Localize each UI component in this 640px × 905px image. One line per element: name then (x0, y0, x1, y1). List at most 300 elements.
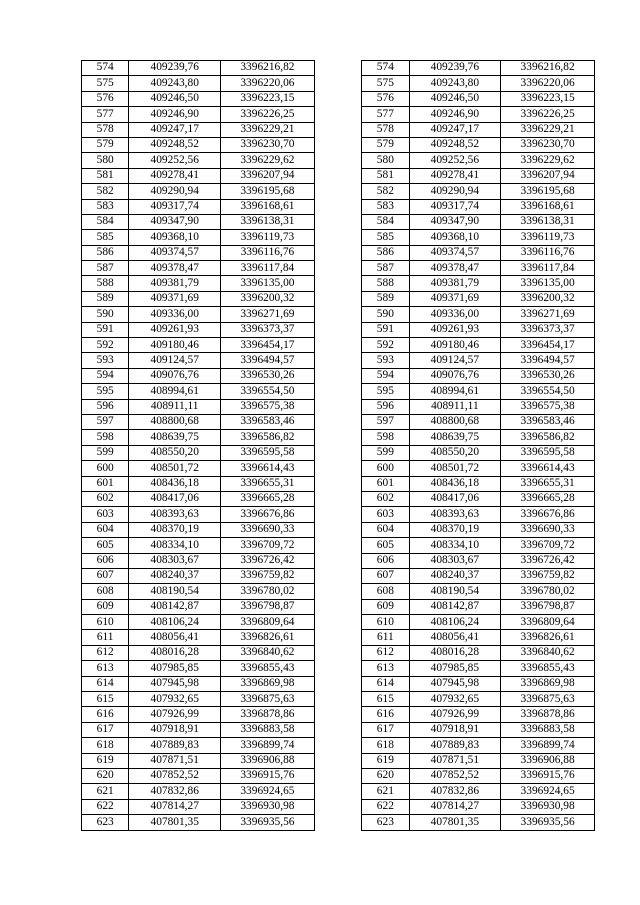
column-gap (314, 430, 361, 445)
right-y-coordinate-cell: 3396935,56 (501, 815, 595, 830)
right-y-coordinate-cell: 3396229,21 (501, 122, 595, 137)
left-x-coordinate-cell: 407801,35 (129, 815, 221, 830)
left-x-coordinate-cell: 407932,65 (129, 692, 221, 707)
right-y-coordinate-cell: 3396924,65 (501, 784, 595, 799)
left-point-number-cell: 577 (82, 107, 129, 122)
column-gap (314, 245, 361, 260)
table-row (82, 738, 595, 753)
table-row (82, 76, 595, 91)
left-point-number-cell: 609 (82, 599, 129, 614)
right-x-coordinate-cell: 408016,28 (409, 645, 501, 660)
right-x-coordinate-cell: 408393,63 (409, 507, 501, 522)
left-x-coordinate-cell: 407926,99 (129, 707, 221, 722)
table-row (82, 476, 595, 491)
left-point-number-cell: 590 (82, 307, 129, 322)
left-y-coordinate-cell: 3396840,62 (221, 645, 315, 660)
left-y-coordinate-cell: 3396135,00 (221, 276, 315, 291)
left-point-number-cell: 582 (82, 184, 129, 199)
right-point-number-cell: 601 (362, 476, 409, 491)
left-y-coordinate-cell: 3396780,02 (221, 584, 315, 599)
left-x-coordinate-cell: 408370,19 (129, 522, 221, 537)
right-point-number-cell: 579 (362, 137, 409, 152)
column-gap (314, 645, 361, 660)
left-point-number-cell: 594 (82, 368, 129, 383)
table-row (82, 245, 595, 260)
right-point-number-cell: 585 (362, 230, 409, 245)
left-y-coordinate-cell: 3396915,76 (221, 768, 315, 783)
right-y-coordinate-cell: 3396195,68 (501, 184, 595, 199)
left-point-number-cell: 580 (82, 153, 129, 168)
right-y-coordinate-cell: 3396595,58 (501, 445, 595, 460)
left-y-coordinate-cell: 3396207,94 (221, 168, 315, 183)
left-y-coordinate-cell: 3396138,31 (221, 214, 315, 229)
left-x-coordinate-cell: 409368,10 (129, 230, 221, 245)
right-point-number-cell: 588 (362, 276, 409, 291)
left-y-coordinate-cell: 3396759,82 (221, 568, 315, 583)
left-y-coordinate-cell: 3396726,42 (221, 553, 315, 568)
right-x-coordinate-cell: 409239,76 (409, 61, 501, 76)
right-x-coordinate-cell: 408106,24 (409, 615, 501, 630)
left-y-coordinate-cell: 3396116,76 (221, 245, 315, 260)
column-gap (314, 692, 361, 707)
left-y-coordinate-cell: 3396899,74 (221, 738, 315, 753)
table-row (82, 214, 595, 229)
right-point-number-cell: 620 (362, 768, 409, 783)
left-point-number-cell: 611 (82, 630, 129, 645)
right-point-number-cell: 592 (362, 338, 409, 353)
left-y-coordinate-cell: 3396878,86 (221, 707, 315, 722)
left-point-number-cell: 610 (82, 615, 129, 630)
left-y-coordinate-cell: 3396216,82 (221, 61, 315, 76)
right-x-coordinate-cell: 408370,19 (409, 522, 501, 537)
left-y-coordinate-cell: 3396494,57 (221, 353, 315, 368)
column-gap (314, 368, 361, 383)
right-x-coordinate-cell: 409381,79 (409, 276, 501, 291)
left-x-coordinate-cell: 409261,93 (129, 322, 221, 337)
right-x-coordinate-cell: 407945,98 (409, 676, 501, 691)
left-point-number-cell: 596 (82, 399, 129, 414)
right-y-coordinate-cell: 3396216,82 (501, 61, 595, 76)
right-x-coordinate-cell: 407985,85 (409, 661, 501, 676)
table-row (82, 322, 595, 337)
column-gap (314, 168, 361, 183)
right-point-number-cell: 617 (362, 722, 409, 737)
right-point-number-cell: 578 (362, 122, 409, 137)
right-point-number-cell: 580 (362, 153, 409, 168)
right-point-number-cell: 574 (362, 61, 409, 76)
left-y-coordinate-cell: 3396676,86 (221, 507, 315, 522)
right-x-coordinate-cell: 409252,56 (409, 153, 501, 168)
table-row (82, 168, 595, 183)
right-point-number-cell: 581 (362, 168, 409, 183)
left-point-number-cell: 586 (82, 245, 129, 260)
right-point-number-cell: 597 (362, 414, 409, 429)
right-x-coordinate-cell: 407918,91 (409, 722, 501, 737)
left-x-coordinate-cell: 409247,17 (129, 122, 221, 137)
table-row (82, 507, 595, 522)
column-gap (314, 661, 361, 676)
table-row (82, 630, 595, 645)
left-x-coordinate-cell: 409347,90 (129, 214, 221, 229)
right-x-coordinate-cell: 407889,83 (409, 738, 501, 753)
right-x-coordinate-cell: 408056,41 (409, 630, 501, 645)
left-x-coordinate-cell: 408501,72 (129, 461, 221, 476)
left-x-coordinate-cell: 409378,47 (129, 261, 221, 276)
right-point-number-cell: 609 (362, 599, 409, 614)
column-gap (314, 676, 361, 691)
right-x-coordinate-cell: 409368,10 (409, 230, 501, 245)
left-y-coordinate-cell: 3396875,63 (221, 692, 315, 707)
right-y-coordinate-cell: 3396229,62 (501, 153, 595, 168)
table-row (82, 353, 595, 368)
left-x-coordinate-cell: 409371,69 (129, 291, 221, 306)
right-y-coordinate-cell: 3396230,70 (501, 137, 595, 152)
right-y-coordinate-cell: 3396899,74 (501, 738, 595, 753)
left-point-number-cell: 583 (82, 199, 129, 214)
column-gap (314, 461, 361, 476)
table-row (82, 615, 595, 630)
right-x-coordinate-cell: 409347,90 (409, 214, 501, 229)
table-row (82, 291, 595, 306)
left-y-coordinate-cell: 3396220,06 (221, 76, 315, 91)
right-point-number-cell: 576 (362, 91, 409, 106)
column-gap (314, 107, 361, 122)
column-gap (314, 261, 361, 276)
left-y-coordinate-cell: 3396530,26 (221, 368, 315, 383)
left-point-number-cell: 617 (82, 722, 129, 737)
table-row (82, 399, 595, 414)
left-y-coordinate-cell: 3396924,65 (221, 784, 315, 799)
left-x-coordinate-cell: 408303,67 (129, 553, 221, 568)
right-x-coordinate-cell: 408142,87 (409, 599, 501, 614)
right-point-number-cell: 612 (362, 645, 409, 660)
right-y-coordinate-cell: 3396676,86 (501, 507, 595, 522)
right-x-coordinate-cell: 408994,61 (409, 384, 501, 399)
right-y-coordinate-cell: 3396135,00 (501, 276, 595, 291)
right-point-number-cell: 613 (362, 661, 409, 676)
right-point-number-cell: 593 (362, 353, 409, 368)
right-x-coordinate-cell: 408800,68 (409, 414, 501, 429)
right-point-number-cell: 623 (362, 815, 409, 830)
column-gap (314, 615, 361, 630)
column-gap (314, 768, 361, 783)
right-point-number-cell: 610 (362, 615, 409, 630)
table-row (82, 799, 595, 814)
left-point-number-cell: 587 (82, 261, 129, 276)
right-y-coordinate-cell: 3396494,57 (501, 353, 595, 368)
column-gap (314, 599, 361, 614)
right-y-coordinate-cell: 3396875,63 (501, 692, 595, 707)
table-row (82, 553, 595, 568)
right-y-coordinate-cell: 3396554,50 (501, 384, 595, 399)
column-gap (314, 276, 361, 291)
left-point-number-cell: 597 (82, 414, 129, 429)
right-y-coordinate-cell: 3396798,87 (501, 599, 595, 614)
right-point-number-cell: 615 (362, 692, 409, 707)
table-row (82, 445, 595, 460)
right-point-number-cell: 614 (362, 676, 409, 691)
left-point-number-cell: 593 (82, 353, 129, 368)
right-x-coordinate-cell: 408436,18 (409, 476, 501, 491)
table-row (82, 430, 595, 445)
right-x-coordinate-cell: 409378,47 (409, 261, 501, 276)
right-point-number-cell: 607 (362, 568, 409, 583)
left-y-coordinate-cell: 3396575,38 (221, 399, 315, 414)
left-point-number-cell: 599 (82, 445, 129, 460)
right-point-number-cell: 583 (362, 199, 409, 214)
right-y-coordinate-cell: 3396454,17 (501, 338, 595, 353)
left-point-number-cell: 588 (82, 276, 129, 291)
left-x-coordinate-cell: 408417,06 (129, 491, 221, 506)
left-point-number-cell: 623 (82, 815, 129, 830)
left-y-coordinate-cell: 3396855,43 (221, 661, 315, 676)
table-row (82, 753, 595, 768)
left-point-number-cell: 603 (82, 507, 129, 522)
column-gap (314, 522, 361, 537)
right-point-number-cell: 599 (362, 445, 409, 460)
left-x-coordinate-cell: 407871,51 (129, 753, 221, 768)
right-point-number-cell: 582 (362, 184, 409, 199)
left-point-number-cell: 578 (82, 122, 129, 137)
left-point-number-cell: 620 (82, 768, 129, 783)
right-point-number-cell: 587 (362, 261, 409, 276)
left-point-number-cell: 574 (82, 61, 129, 76)
right-x-coordinate-cell: 409180,46 (409, 338, 501, 353)
right-point-number-cell: 577 (362, 107, 409, 122)
right-x-coordinate-cell: 407814,27 (409, 799, 501, 814)
column-gap (314, 491, 361, 506)
column-gap (314, 322, 361, 337)
right-y-coordinate-cell: 3396930,98 (501, 799, 595, 814)
left-x-coordinate-cell: 407945,98 (129, 676, 221, 691)
right-y-coordinate-cell: 3396759,82 (501, 568, 595, 583)
left-y-coordinate-cell: 3396906,88 (221, 753, 315, 768)
right-y-coordinate-cell: 3396223,15 (501, 91, 595, 106)
left-x-coordinate-cell: 409180,46 (129, 338, 221, 353)
right-point-number-cell: 589 (362, 291, 409, 306)
left-x-coordinate-cell: 409374,57 (129, 245, 221, 260)
left-point-number-cell: 608 (82, 584, 129, 599)
right-y-coordinate-cell: 3396726,42 (501, 553, 595, 568)
right-point-number-cell: 586 (362, 245, 409, 260)
left-x-coordinate-cell: 409243,80 (129, 76, 221, 91)
right-point-number-cell: 621 (362, 784, 409, 799)
left-point-number-cell: 581 (82, 168, 129, 183)
left-y-coordinate-cell: 3396229,62 (221, 153, 315, 168)
column-gap (314, 738, 361, 753)
left-point-number-cell: 619 (82, 753, 129, 768)
right-y-coordinate-cell: 3396200,32 (501, 291, 595, 306)
right-point-number-cell: 584 (362, 214, 409, 229)
left-y-coordinate-cell: 3396226,25 (221, 107, 315, 122)
right-point-number-cell: 604 (362, 522, 409, 537)
right-x-coordinate-cell: 409124,57 (409, 353, 501, 368)
table-row (82, 768, 595, 783)
left-x-coordinate-cell: 408190,54 (129, 584, 221, 599)
right-point-number-cell: 595 (362, 384, 409, 399)
left-point-number-cell: 602 (82, 491, 129, 506)
right-point-number-cell: 591 (362, 322, 409, 337)
coordinate-table (81, 60, 595, 831)
left-point-number-cell: 589 (82, 291, 129, 306)
right-x-coordinate-cell: 407852,52 (409, 768, 501, 783)
table-row (82, 538, 595, 553)
right-x-coordinate-cell: 407871,51 (409, 753, 501, 768)
right-x-coordinate-cell: 408190,54 (409, 584, 501, 599)
table-row (82, 522, 595, 537)
table-row (82, 815, 595, 830)
column-gap (314, 199, 361, 214)
column-gap (314, 291, 361, 306)
left-point-number-cell: 585 (82, 230, 129, 245)
right-point-number-cell: 622 (362, 799, 409, 814)
right-point-number-cell: 598 (362, 430, 409, 445)
right-x-coordinate-cell: 408550,20 (409, 445, 501, 460)
right-y-coordinate-cell: 3396226,25 (501, 107, 595, 122)
column-gap (314, 584, 361, 599)
left-y-coordinate-cell: 3396117,84 (221, 261, 315, 276)
left-y-coordinate-cell: 3396655,31 (221, 476, 315, 491)
right-y-coordinate-cell: 3396709,72 (501, 538, 595, 553)
column-gap (314, 137, 361, 152)
left-y-coordinate-cell: 3396554,50 (221, 384, 315, 399)
left-x-coordinate-cell: 408056,41 (129, 630, 221, 645)
right-point-number-cell: 594 (362, 368, 409, 383)
left-point-number-cell: 604 (82, 522, 129, 537)
right-x-coordinate-cell: 409076,76 (409, 368, 501, 383)
table-row (82, 414, 595, 429)
left-x-coordinate-cell: 408994,61 (129, 384, 221, 399)
column-gap (314, 476, 361, 491)
left-y-coordinate-cell: 3396709,72 (221, 538, 315, 553)
table-row (82, 384, 595, 399)
table-row (82, 107, 595, 122)
column-gap (314, 722, 361, 737)
left-point-number-cell: 575 (82, 76, 129, 91)
right-x-coordinate-cell: 408639,75 (409, 430, 501, 445)
table-row (82, 784, 595, 799)
table-row (82, 307, 595, 322)
right-y-coordinate-cell: 3396826,61 (501, 630, 595, 645)
column-gap (314, 414, 361, 429)
left-point-number-cell: 614 (82, 676, 129, 691)
right-point-number-cell: 590 (362, 307, 409, 322)
left-y-coordinate-cell: 3396230,70 (221, 137, 315, 152)
table-row (82, 184, 595, 199)
right-point-number-cell: 618 (362, 738, 409, 753)
right-x-coordinate-cell: 409371,69 (409, 291, 501, 306)
table-row (82, 491, 595, 506)
right-x-coordinate-cell: 409374,57 (409, 245, 501, 260)
left-point-number-cell: 618 (82, 738, 129, 753)
right-x-coordinate-cell: 407801,35 (409, 815, 501, 830)
table-row (82, 368, 595, 383)
left-y-coordinate-cell: 3396373,37 (221, 322, 315, 337)
right-point-number-cell: 596 (362, 399, 409, 414)
left-point-number-cell: 607 (82, 568, 129, 583)
right-y-coordinate-cell: 3396614,43 (501, 461, 595, 476)
right-y-coordinate-cell: 3396119,73 (501, 230, 595, 245)
column-gap (314, 753, 361, 768)
right-x-coordinate-cell: 409243,80 (409, 76, 501, 91)
column-gap (314, 630, 361, 645)
right-x-coordinate-cell: 409248,52 (409, 137, 501, 152)
right-y-coordinate-cell: 3396655,31 (501, 476, 595, 491)
table-row (82, 676, 595, 691)
right-y-coordinate-cell: 3396906,88 (501, 753, 595, 768)
column-gap (314, 214, 361, 229)
left-x-coordinate-cell: 409278,41 (129, 168, 221, 183)
column-gap (314, 784, 361, 799)
table-row (82, 707, 595, 722)
table-row (82, 461, 595, 476)
column-gap (314, 707, 361, 722)
table-row (82, 661, 595, 676)
left-x-coordinate-cell: 408142,87 (129, 599, 221, 614)
right-y-coordinate-cell: 3396220,06 (501, 76, 595, 91)
left-point-number-cell: 584 (82, 214, 129, 229)
left-x-coordinate-cell: 408393,63 (129, 507, 221, 522)
right-y-coordinate-cell: 3396271,69 (501, 307, 595, 322)
right-y-coordinate-cell: 3396690,33 (501, 522, 595, 537)
right-x-coordinate-cell: 408417,06 (409, 491, 501, 506)
left-x-coordinate-cell: 408016,28 (129, 645, 221, 660)
right-point-number-cell: 602 (362, 491, 409, 506)
coordinate-table-body (82, 61, 595, 831)
right-point-number-cell: 605 (362, 538, 409, 553)
left-point-number-cell: 592 (82, 338, 129, 353)
left-x-coordinate-cell: 408106,24 (129, 615, 221, 630)
right-y-coordinate-cell: 3396878,86 (501, 707, 595, 722)
right-y-coordinate-cell: 3396869,98 (501, 676, 595, 691)
table-row (82, 61, 595, 76)
right-x-coordinate-cell: 407832,86 (409, 784, 501, 799)
table-row (82, 599, 595, 614)
column-gap (314, 568, 361, 583)
right-y-coordinate-cell: 3396168,61 (501, 199, 595, 214)
left-point-number-cell: 579 (82, 137, 129, 152)
left-point-number-cell: 622 (82, 799, 129, 814)
right-point-number-cell: 603 (362, 507, 409, 522)
right-x-coordinate-cell: 409317,74 (409, 199, 501, 214)
left-x-coordinate-cell: 408800,68 (129, 414, 221, 429)
left-y-coordinate-cell: 3396595,58 (221, 445, 315, 460)
table-row (82, 276, 595, 291)
left-x-coordinate-cell: 407889,83 (129, 738, 221, 753)
column-gap (314, 122, 361, 137)
right-x-coordinate-cell: 409246,50 (409, 91, 501, 106)
table-row (82, 122, 595, 137)
column-gap (314, 815, 361, 830)
left-x-coordinate-cell: 408334,10 (129, 538, 221, 553)
right-y-coordinate-cell: 3396915,76 (501, 768, 595, 783)
left-y-coordinate-cell: 3396583,46 (221, 414, 315, 429)
left-x-coordinate-cell: 407918,91 (129, 722, 221, 737)
left-point-number-cell: 615 (82, 692, 129, 707)
right-y-coordinate-cell: 3396116,76 (501, 245, 595, 260)
left-y-coordinate-cell: 3396883,58 (221, 722, 315, 737)
left-x-coordinate-cell: 409248,52 (129, 137, 221, 152)
left-x-coordinate-cell: 409252,56 (129, 153, 221, 168)
column-gap (314, 61, 361, 76)
right-y-coordinate-cell: 3396840,62 (501, 645, 595, 660)
left-y-coordinate-cell: 3396665,28 (221, 491, 315, 506)
left-y-coordinate-cell: 3396809,64 (221, 615, 315, 630)
left-point-number-cell: 612 (82, 645, 129, 660)
right-x-coordinate-cell: 408501,72 (409, 461, 501, 476)
right-x-coordinate-cell: 409246,90 (409, 107, 501, 122)
left-y-coordinate-cell: 3396586,82 (221, 430, 315, 445)
